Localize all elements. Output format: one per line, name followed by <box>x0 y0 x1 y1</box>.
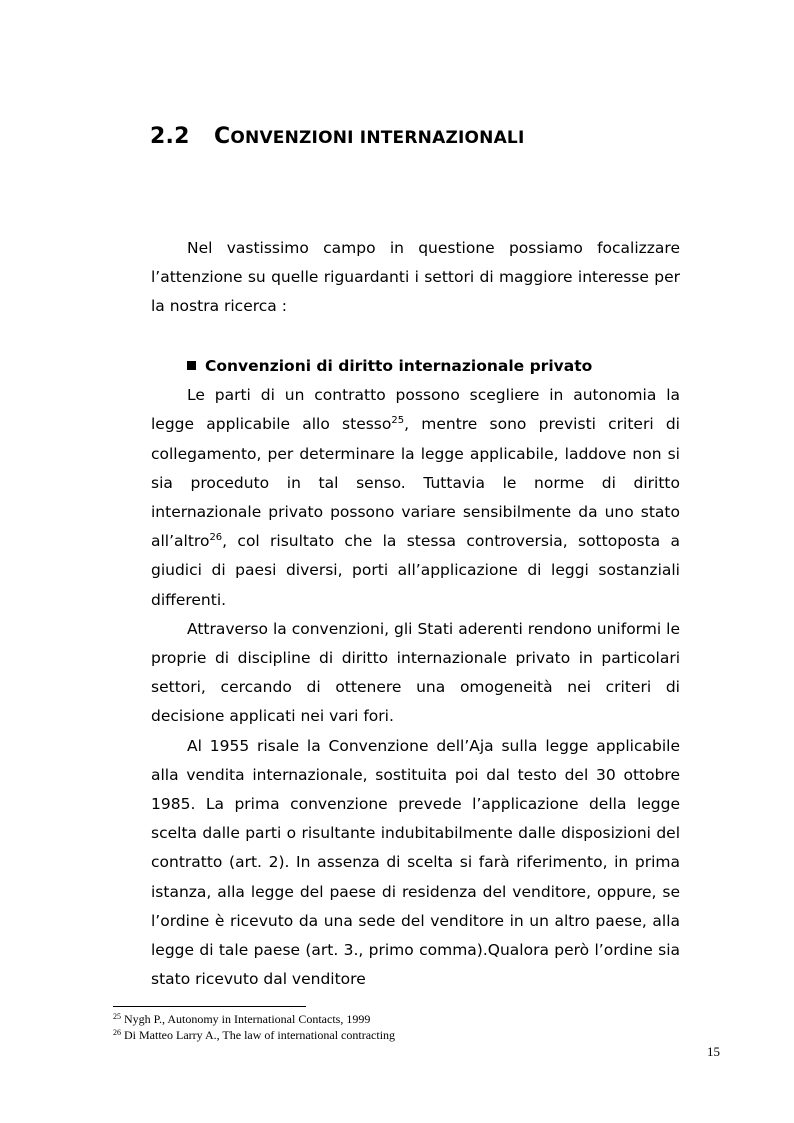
footnote-number: 26 <box>113 1027 121 1037</box>
footnote-number: 25 <box>113 1012 121 1021</box>
paragraph-3: Al 1955 risale la Convenzione dell’Aja sulla legge applicabile alla vendita internazionale, sostituita poi dal testo del 30 ottobre 1985. La prima convenzione prevede l’applicazione della legge scelta dalle parti o risultante indubitabilmente dalle disposizioni del contratto (art. 2). In assenza di scelta si farà riferimento, in prima istanza, alla legge del paese di residenza del venditore, oppure, se l’ordine è ricevuto da una sede del venditore in un altro paese, alla legge di tale paese (art. 3., primo comma).Qualora però l’ordine sia stato ricevuto dal venditore <box>151 736 680 989</box>
section-body <box>151 352 680 994</box>
section-heading <box>150 124 525 149</box>
footnote-ref-26[interactable]: 26 <box>209 532 223 544</box>
square-bullet-icon <box>187 361 196 370</box>
section-number: 2.2 <box>150 124 190 149</box>
bullet-heading-text: Convenzioni di diritto internazionale privato <box>205 357 593 375</box>
intro-block <box>151 234 680 322</box>
bullet-heading <box>151 352 680 381</box>
footnote-separator <box>113 1006 306 1007</box>
footnote-ref-25[interactable]: 25 <box>391 415 405 427</box>
footnote-26 <box>113 1028 673 1044</box>
footnotes <box>113 1012 673 1043</box>
footnote-text: Di Matteo Larry A., The law of international contracting <box>124 1027 396 1042</box>
page-number: 15 <box>707 1044 720 1059</box>
intro-paragraph: Nel vastissimo campo in questione possiamo focalizzare l’attenzione su quelle riguardanti i settori di maggiore interesse per la nostra ricerca : <box>151 239 680 316</box>
section-title-rest: ONVENZIONI INTERNAZIONALI <box>230 128 525 148</box>
paragraph-1-part-3: , col risultato che la stessa controversia, sottoposta a giudici di paesi diversi, porti all’applicazione di leggi sostanziali differenti. <box>151 532 680 609</box>
paragraph-1 <box>151 381 680 615</box>
footnote-25 <box>113 1012 673 1028</box>
section-title-initial: C <box>214 124 231 149</box>
paragraph-2: Attraverso la convenzioni, gli Stati aderenti rendono uniformi le proprie di discipline di diritto internazionale privato in particolari settori, cercando di ottenere una omogeneità nei criteri di decisione applicati nei vari fori. <box>151 619 680 726</box>
paragraph-1-part-1: Le parti di un contratto possono scegliere in autonomia la legge applicabile allo stesso <box>151 386 680 434</box>
footnote-text: Nygh P., Autonomy in International Contacts, 1999 <box>124 1012 371 1026</box>
paragraph-1-part-2: , mentre sono previsti criteri di collegamento, per determinare la legge applicabile, laddove non si sia proceduto in tal senso. Tuttavia le norme di diritto internazionale privato possono variare sensibilmente da uno stato all’altro <box>151 415 680 551</box>
